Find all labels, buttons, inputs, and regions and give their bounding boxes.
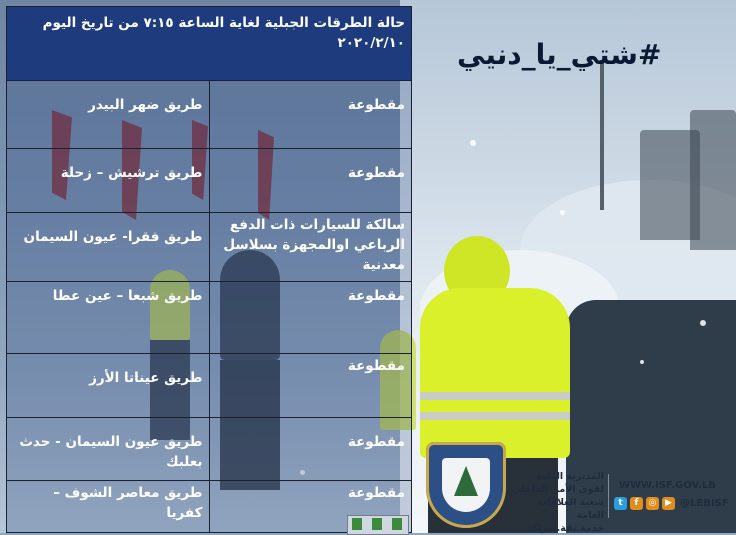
- org-block: [510, 470, 604, 535]
- table-row: [7, 281, 412, 353]
- road-status: سالكة للسيارات ذات الدفع الرباعي اوالمجهزة بسلاسل معدنية: [209, 212, 412, 281]
- org-division: شعبة العلاقات العامة: [537, 497, 604, 521]
- website-link[interactable]: WWW.ISF.GOV.LB: [619, 480, 716, 491]
- table-row: [7, 417, 412, 481]
- road-status: مقطوعة: [209, 281, 412, 353]
- org-motto: خدمة.ثقة.شراكة: [526, 523, 604, 534]
- table-row: [7, 212, 412, 281]
- road-name: طريق فقرا- عيون السيمان: [7, 212, 210, 281]
- table-row: [7, 353, 412, 417]
- hashtag: #شتي_يا_دنيي: [457, 38, 662, 71]
- header-line-2: ٢٠٢٠/٢/١٠: [337, 35, 405, 51]
- nav-home-icon[interactable]: [372, 518, 382, 530]
- road-name: طريق معاصر الشوف – كفريا: [7, 481, 210, 533]
- social-handle[interactable]: @LEBISF: [680, 498, 729, 509]
- road-name: طريق ضهر البيدر: [7, 81, 210, 149]
- road-status: مقطوعة: [209, 417, 412, 481]
- road-name: طريق شبعا – عين عطا: [7, 281, 210, 353]
- table-header: [7, 7, 412, 81]
- road-status-table: [6, 6, 412, 533]
- table-row: [7, 149, 412, 213]
- org-name: المديرية العامة لقوى الأمن الداخلي: [511, 471, 604, 495]
- road-name: طريق ترشيش – زحلة: [7, 149, 210, 213]
- table-row: [7, 81, 412, 149]
- road-name: طريق عيناتا الأرز: [7, 353, 210, 417]
- youtube-icon[interactable]: ▶: [662, 497, 675, 510]
- isf-badge-logo: [426, 442, 506, 528]
- nav-next-icon[interactable]: [392, 518, 402, 530]
- social-bar: [614, 497, 729, 510]
- nav-prev-icon[interactable]: [352, 518, 362, 530]
- slide-nav[interactable]: [347, 515, 409, 535]
- road-status: مقطوعة: [209, 149, 412, 213]
- twitter-icon[interactable]: t: [614, 497, 627, 510]
- road-status: مقطوعة: [209, 81, 412, 149]
- header-line-1: حالة الطرقات الجبلية لغاية الساعة ٧:١٥ من تاريخ اليوم: [42, 15, 405, 31]
- divider: [608, 474, 609, 518]
- tree: [690, 110, 736, 250]
- cedar-icon: [454, 466, 478, 496]
- facebook-icon[interactable]: f: [630, 497, 643, 510]
- road-status: مقطوعة: [209, 353, 412, 417]
- road-name: طريق عيون السيمان - حدث بعلبك: [7, 417, 210, 481]
- pole: [600, 60, 604, 210]
- road-status: مقطوعة: [209, 481, 412, 533]
- instagram-icon[interactable]: ◎: [646, 497, 659, 510]
